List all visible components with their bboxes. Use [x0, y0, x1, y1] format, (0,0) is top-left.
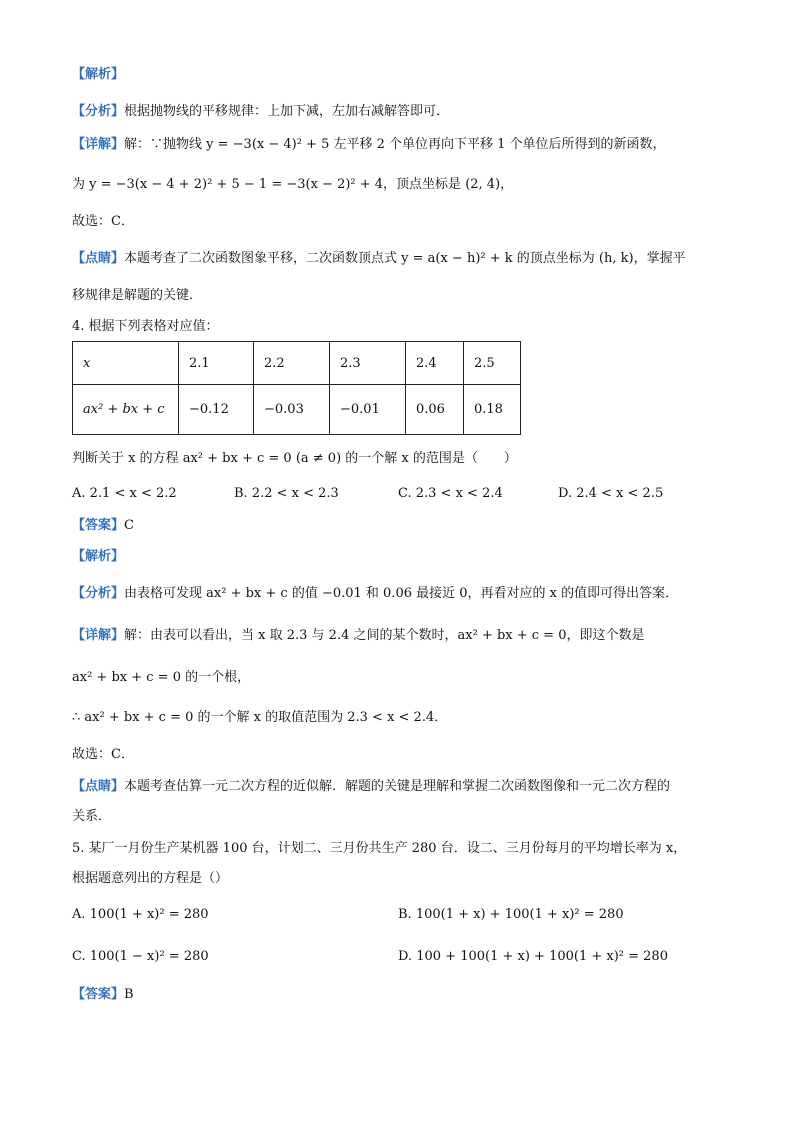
table-cell: 0.06	[406, 385, 464, 435]
q4-xiangjie-2: ax² + bx + c = 0 的一个根，	[72, 670, 251, 685]
q3-dianjing-2: 移规律是解题的关键．	[72, 288, 203, 303]
q3-dianjing-1: 【点睛】本题考查了二次函数图象平移，二次函数顶点式 y = a(x − h)² + k 的顶点坐标为 (h, k)，掌握平	[72, 251, 686, 266]
q5-stem-1: 5. 某厂一月份生产某机器 100 台，计划二、三月份共生产 280 台．设二、三月份每月的平均增长率为 x，	[72, 841, 687, 856]
table-cell: 2.3	[330, 342, 406, 385]
q3-answer-choice: 故选：C．	[72, 214, 134, 229]
table-cell: 2.5	[464, 342, 521, 385]
q3-fenxi: 【分析】根据抛物线的平移规律：上加下减，左加右减解答即可．	[72, 104, 450, 119]
table-cell: −0.01	[330, 385, 406, 435]
q4-analysis-heading: 【解析】	[72, 549, 125, 564]
q4-xiangjie-3: ∴ ax² + bx + c = 0 的一个解 x 的取值范围为 2.3 < x < 2.4．	[72, 710, 448, 725]
q5-option-a: A. 100(1 + x)² = 280	[72, 907, 209, 922]
q3-analysis-heading: 【解析】	[72, 67, 125, 82]
q5-option-c: C. 100(1 − x)² = 280	[72, 949, 209, 964]
q4-value-table	[72, 341, 521, 435]
table-cell: 0.18	[464, 385, 521, 435]
q3-xiangjie-1: 【详解】解：∵抛物线 y = −3(x − 4)² + 5 左平移 2 个单位再向下平移 1 个单位后所得到的新函数，	[72, 137, 666, 152]
q4-option-a: A. 2.1 < x < 2.2	[72, 486, 177, 501]
q5-answer: 【答案】B	[72, 987, 134, 1002]
q4-question: 判断关于 x 的方程 ax² + bx + c = 0 (a ≠ 0) 的一个解 x 的范围是（ ）	[72, 451, 517, 466]
q4-option-b: B. 2.2 < x < 2.3	[234, 486, 339, 501]
q4-stem: 4. 根据下列表格对应值：	[72, 319, 219, 334]
q4-answer-choice: 故选：C．	[72, 747, 134, 762]
table-cell: 2.1	[179, 342, 254, 385]
q4-dianjing-1: 【点睛】本题考查估算一元二次方程的近似解．解题的关键是理解和掌握二次函数图像和一元二次方程的	[72, 779, 671, 794]
table-cell: ax² + bx + c	[73, 385, 179, 435]
table-cell: −0.12	[179, 385, 254, 435]
q5-option-b: B. 100(1 + x) + 100(1 + x)² = 280	[398, 907, 624, 922]
table-cell: x	[73, 342, 179, 385]
q4-option-c: C. 2.3 < x < 2.4	[398, 486, 503, 501]
q3-xiangjie-2: 为 y = −3(x − 4 + 2)² + 5 − 1 = −3(x − 2)² + 4，顶点坐标是 (2, 4)，	[72, 177, 514, 192]
table-row	[73, 342, 521, 385]
q4-xiangjie-1: 【详解】解：由表可以看出，当 x 取 2.3 与 2.4 之间的某个数时，ax² + bx + c = 0，即这个数是	[72, 628, 645, 643]
q5-option-d: D. 100 + 100(1 + x) + 100(1 + x)² = 280	[398, 949, 668, 964]
q4-fenxi: 【分析】由表格可发现 ax² + bx + c 的值 −0.01 和 0.06 最接近 0，再看对应的 x 的值即可得出答案．	[72, 586, 679, 601]
q5-stem-2: 根据题意列出的方程是（）	[72, 871, 229, 886]
table-cell: −0.03	[254, 385, 330, 435]
q4-option-d: D. 2.4 < x < 2.5	[558, 486, 664, 501]
table-cell: 2.4	[406, 342, 464, 385]
q4-dianjing-2: 关系．	[72, 809, 112, 824]
table-cell: 2.2	[254, 342, 330, 385]
q4-answer: 【答案】C	[72, 518, 134, 533]
table-row	[73, 385, 521, 435]
